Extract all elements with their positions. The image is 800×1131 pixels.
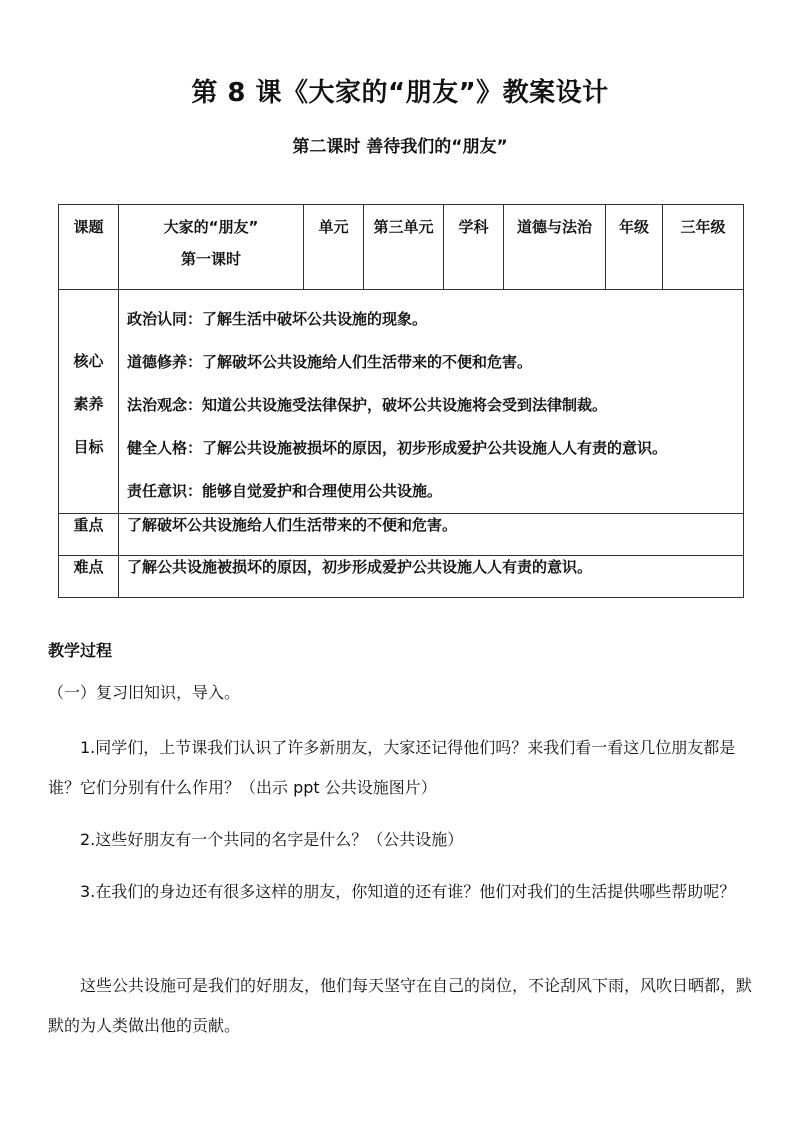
core-goals-label: [59, 290, 118, 469]
paragraph: 2.这些好朋友有一个共同的名字是什么？（公共设施）: [80, 830, 464, 849]
goal-item: 道德修养：了解破坏公共设施给人们生活带来的不便和危害。: [127, 353, 533, 371]
difficult-point-label: 难点: [73, 558, 104, 576]
key-point-label: 重点: [73, 516, 104, 534]
difficult-point-value: 了解公共设施被损坏的原因，初步形成爱护公共设施人人有责的意识。: [127, 558, 593, 576]
core-label-line: 目标: [73, 438, 104, 456]
topic-value-line1: 大家的“朋友”: [163, 218, 259, 236]
table-row-topic: [59, 205, 744, 290]
key-point-value: 了解破坏公共设施给人们生活带来的不便和危害。: [127, 516, 458, 534]
lesson-info-table: [58, 204, 744, 598]
goal-item: 健全人格：了解公共设施被损坏的原因，初步形成爱护公共设施人人有责的意识。: [127, 439, 668, 457]
subject-value: 道德与法治: [516, 218, 592, 236]
core-label-line: 核心: [73, 352, 104, 370]
core-goals-list: [119, 290, 743, 513]
unit-label: 单元: [318, 218, 349, 236]
core-label-line: 素养: [73, 395, 104, 413]
table-row-core-goals: [59, 290, 744, 514]
goal-item: 法治观念：知道公共设施受法律保护，破坏公共设施将会受到法律制裁。: [127, 396, 608, 414]
paragraph: 1.同学们，上节课我们认识了许多新朋友，大家还记得他们吗？来我们看一看这几位朋友都是谁？它们分别有什么作用？（出示 ppt 公共设施图片）: [48, 738, 736, 797]
step-heading: （一）复习旧知识，导入。: [48, 683, 241, 702]
subject-label: 学科: [458, 218, 489, 236]
grade-label: 年级: [618, 218, 649, 236]
table-row-difficult-point: [59, 556, 744, 598]
document-subtitle: 第二课时 善待我们的“朋友”: [292, 137, 508, 157]
goal-item: 政治认同：了解生活中破坏公共设施的现象。: [127, 310, 428, 328]
teaching-process-heading: 教学过程: [48, 641, 113, 660]
topic-value-line2: 第一课时: [180, 250, 241, 268]
unit-value: 第三单元: [373, 218, 434, 236]
table-row-key-point: [59, 514, 744, 556]
grade-value: 三年级: [680, 218, 726, 236]
paragraph: 这些公共设施可是我们的好朋友，他们每天坚守在自己的岗位，不论刮风下雨，风吹日晒都，默默的为人类做出他的贡献。: [48, 976, 753, 1035]
paragraph: 3.在我们的身边还有很多这样的朋友，你知道的还有谁？他们对我们的生活提供哪些帮助呢？: [80, 882, 736, 901]
topic-label: 课题: [73, 218, 104, 236]
goal-item: 责任意识：能够自觉爱护和合理使用公共设施。: [127, 482, 443, 500]
document-title: 第 8 课《大家的“朋友”》教案设计: [191, 78, 609, 108]
